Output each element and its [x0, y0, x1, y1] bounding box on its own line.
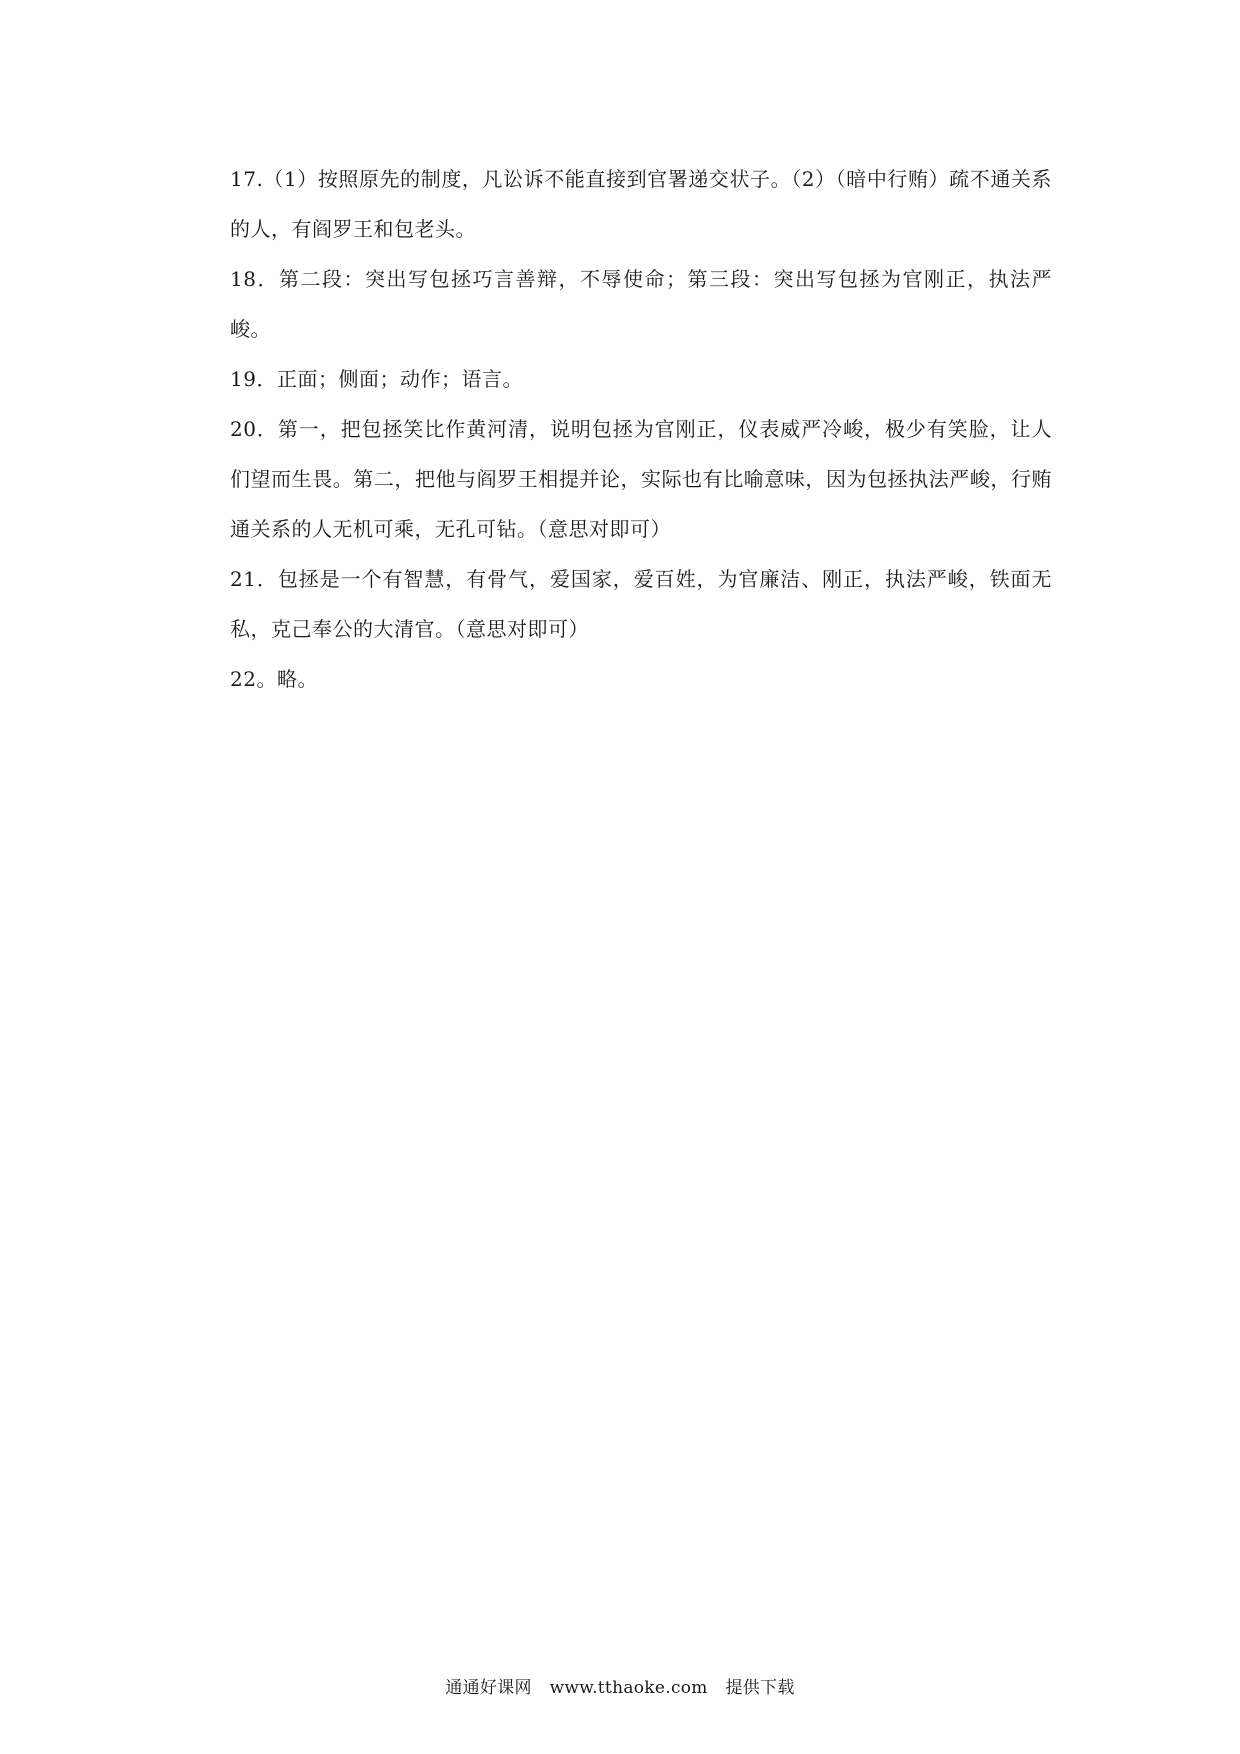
- footer-site-name: 通通好课网: [445, 1678, 532, 1698]
- answer-17: 17.（1）按照原先的制度，凡讼诉不能直接到官署递交状子。（2）（暗中行贿）疏不通关系的人，有阎罗王和包老头。: [230, 167, 1052, 241]
- page-footer: [0, 1676, 1240, 1700]
- footer-url: www.tthaoke.com: [549, 1678, 708, 1698]
- answer-22: 22。略。: [230, 667, 318, 691]
- answer-21: 21．包拯是一个有智慧，有骨气，爱国家，爱百姓，为官廉洁、刚正，执法严峻，铁面无私，克己奉公的大清官。（意思对即可）: [230, 567, 1052, 641]
- answer-18: 18．第二段：突出写包拯巧言善辩，不辱使命；第三段：突出写包拯为官刚正，执法严峻。: [230, 267, 1052, 341]
- footer-suffix: 提供下载: [725, 1678, 795, 1698]
- answer-20: 20．第一，把包拯笑比作黄河清，说明包拯为官刚正，仪表威严冷峻，极少有笑脸，让人们望而生畏。第二，把他与阎罗王相提并论，实际也有比喻意味，因为包拯执法严峻，行贿通关系的人无机可乘，无孔可钻。（意思对即可）: [230, 417, 1052, 541]
- answer-19: 19．正面；侧面；动作；语言。: [230, 367, 523, 391]
- answer-list: [230, 154, 1052, 704]
